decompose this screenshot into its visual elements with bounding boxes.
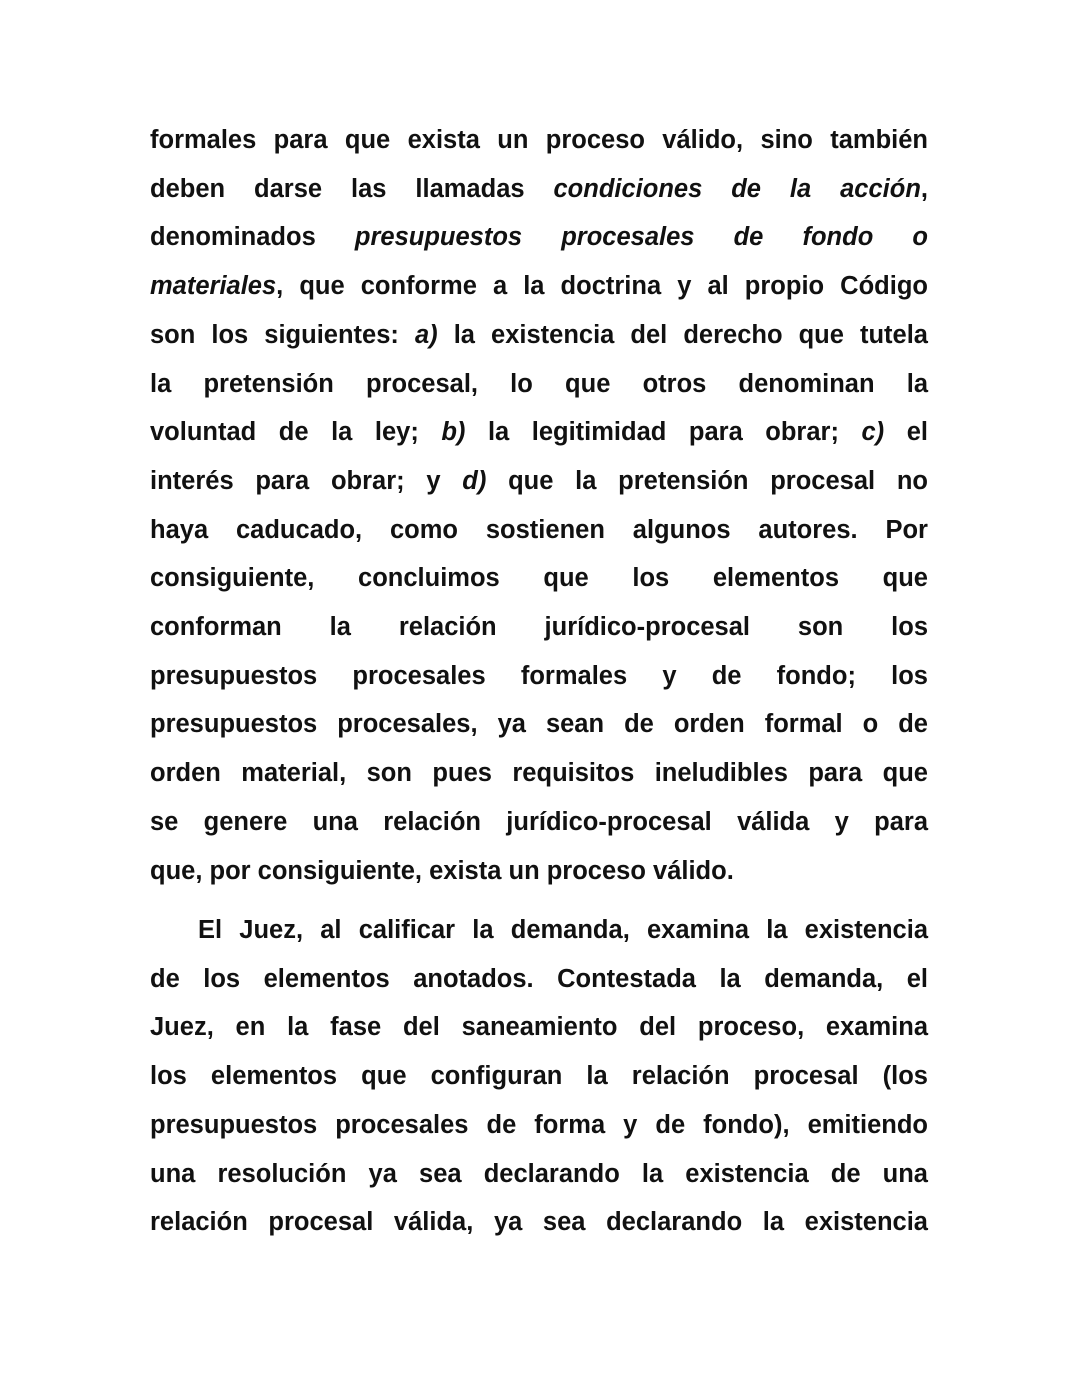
text-segment: formales para que exista un proceso válido, sino también bbox=[150, 126, 928, 154]
text-line bbox=[150, 704, 928, 744]
text-line bbox=[150, 120, 928, 160]
text-line bbox=[150, 851, 928, 891]
text-line bbox=[150, 558, 928, 598]
text-segment: consiguiente, concluimos que los elementos que bbox=[150, 564, 928, 593]
italic-text: c) bbox=[861, 418, 885, 447]
text-line bbox=[150, 217, 928, 257]
text-line bbox=[150, 266, 928, 306]
text-segment: El Juez, al calificar la demanda, examina la existencia bbox=[198, 916, 928, 944]
text-segment: la pretensión procesal, lo que otros denominan la bbox=[150, 369, 928, 398]
text-segment: el bbox=[884, 418, 928, 447]
text-line bbox=[198, 910, 928, 950]
text-line bbox=[150, 364, 928, 404]
text-segment: se genere una relación jurídico-procesal válida y para bbox=[150, 807, 928, 836]
text-line bbox=[150, 607, 928, 647]
text-line bbox=[150, 753, 928, 793]
text-line bbox=[150, 959, 928, 999]
text-line bbox=[150, 656, 928, 696]
text-segment: haya caducado, como sostienen algunos autores. Por bbox=[150, 515, 928, 544]
text-line bbox=[150, 1202, 928, 1242]
text-line bbox=[150, 412, 928, 452]
text-segment: voluntad de la ley; bbox=[150, 418, 442, 447]
text-segment: que la pretensión procesal no bbox=[486, 466, 928, 495]
text-line bbox=[150, 510, 928, 550]
text-segment: son los siguientes: bbox=[150, 320, 415, 349]
text-segment: los elementos que configuran la relación procesal (los bbox=[150, 1062, 928, 1091]
text-segment: presupuestos procesales formales y de fondo; los bbox=[150, 661, 928, 690]
text-segment: deben darse las llamadas bbox=[150, 174, 554, 203]
text-segment: interés para obrar; y bbox=[150, 466, 463, 495]
text-segment: de los elementos anotados. Contestada la demanda, el bbox=[150, 964, 928, 993]
text-segment: una resolución ya sea declarando la existencia de una bbox=[150, 1159, 928, 1188]
text-segment: , bbox=[920, 174, 928, 203]
text-line bbox=[150, 1007, 928, 1047]
italic-text: condiciones de la acción bbox=[553, 174, 921, 203]
text-segment: Juez, en la fase del saneamiento del proceso, examina bbox=[150, 1013, 928, 1042]
text-line bbox=[150, 1154, 928, 1194]
text-segment: , que conforme a la doctrina y al propio Código bbox=[276, 272, 928, 301]
text-segment: presupuestos procesales, ya sean de orden formal o de bbox=[150, 710, 928, 739]
text-line bbox=[150, 461, 928, 501]
text-segment: presupuestos procesales de forma y de fondo), emitiendo bbox=[150, 1110, 928, 1139]
italic-text: a) bbox=[414, 320, 438, 349]
italic-text: materiales bbox=[150, 272, 277, 301]
text-line bbox=[150, 169, 928, 209]
text-segment: que, por consiguiente, exista un proceso válido. bbox=[150, 856, 734, 885]
text-segment: relación procesal válida, ya sea declarando la existencia bbox=[150, 1208, 928, 1237]
text-segment: la existencia del derecho que tutela bbox=[437, 320, 928, 349]
text-line bbox=[150, 1105, 928, 1145]
text-line bbox=[150, 1056, 928, 1096]
text-line bbox=[150, 315, 928, 355]
text-segment: orden material, son pues requisitos ineludibles para que bbox=[150, 759, 928, 788]
text-line bbox=[150, 802, 928, 842]
text-segment: la legitimidad para obrar; bbox=[465, 418, 862, 447]
italic-text: b) bbox=[441, 418, 466, 447]
italic-text: presupuestos procesales de fondo o bbox=[354, 223, 928, 252]
italic-text: d) bbox=[462, 466, 487, 495]
text-segment: denominados bbox=[150, 223, 355, 252]
text-segment: conforman la relación jurídico-procesal son los bbox=[150, 613, 928, 641]
